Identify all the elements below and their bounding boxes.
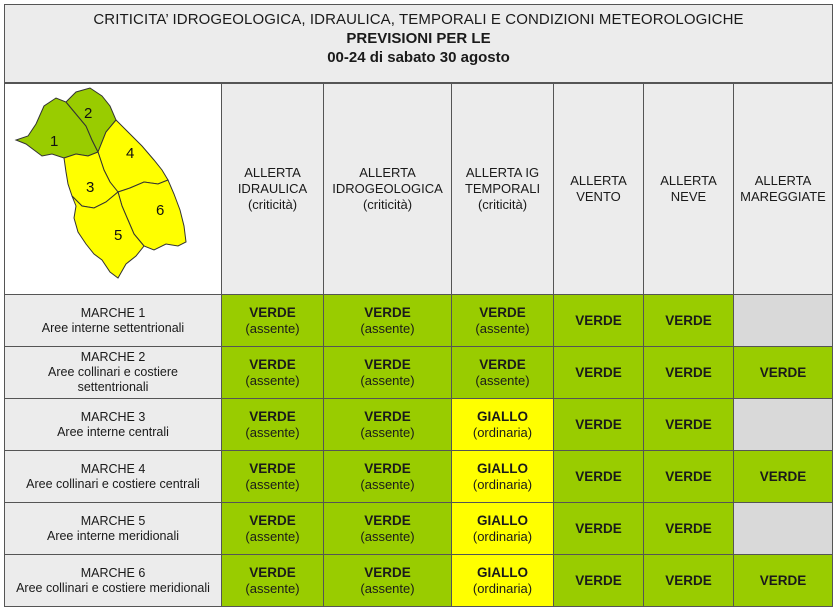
alert-cell xyxy=(452,399,554,451)
alert-cell xyxy=(222,555,324,607)
alert-level: VERDE xyxy=(575,468,622,484)
alert-cell xyxy=(554,295,644,347)
alert-cell xyxy=(324,503,452,555)
map-zone-5-label: 5 xyxy=(113,227,122,244)
alert-cell xyxy=(644,503,734,555)
zone-area: Aree collinari e costiere meridionali xyxy=(16,580,210,595)
header-row xyxy=(5,84,833,295)
map-zone-3-label: 3 xyxy=(85,179,94,196)
alert-cell xyxy=(324,451,452,503)
alert-level: VERDE xyxy=(249,564,296,580)
alert-cell xyxy=(554,451,644,503)
alert-status: (assente) xyxy=(245,528,300,544)
alert-cell xyxy=(554,399,644,451)
bulletin-title: CRITICITA’ IDROGEOLOGICA, IDRAULICA, TEMPORALI E CONDIZIONI METEOROLOGICHE xyxy=(93,11,744,28)
alert-level: GIALLO xyxy=(477,460,528,476)
zone-label xyxy=(5,451,222,503)
alert-cell xyxy=(734,295,833,347)
zone-label xyxy=(5,399,222,451)
alert-cell xyxy=(644,399,734,451)
alert-status: (assente) xyxy=(475,320,530,336)
alert-cell xyxy=(452,555,554,607)
alert-cell xyxy=(734,451,833,503)
alert-level: VERDE xyxy=(479,304,526,320)
alert-level: VERDE xyxy=(249,460,296,476)
alert-level: VERDE xyxy=(665,364,712,380)
zone-name: MARCHE 3 xyxy=(80,409,146,424)
col-header-vento: ALLERTA VENTO xyxy=(554,84,644,295)
alert-level: VERDE xyxy=(665,312,712,328)
alert-cell xyxy=(222,503,324,555)
zone-area: Aree interne settentrionali xyxy=(41,320,185,335)
alert-status: (ordinaria) xyxy=(472,580,533,596)
alert-cell xyxy=(452,347,554,399)
alert-cell xyxy=(554,347,644,399)
map-zone-4-label: 4 xyxy=(125,145,134,162)
alert-status: (assente) xyxy=(360,424,415,440)
alert-cell xyxy=(734,503,833,555)
alert-cell xyxy=(734,347,833,399)
alert-status: (assente) xyxy=(245,320,300,336)
zone-label xyxy=(5,503,222,555)
marche-map-icon xyxy=(6,84,221,290)
zone-map xyxy=(5,84,222,295)
alert-level: GIALLO xyxy=(477,512,528,528)
zone-name: MARCHE 4 xyxy=(80,461,146,476)
alert-level: VERDE xyxy=(575,572,622,588)
table-row xyxy=(5,555,833,607)
zone-name: MARCHE 5 xyxy=(80,513,146,528)
alert-cell xyxy=(644,347,734,399)
alert-status: (assente) xyxy=(360,320,415,336)
alert-level: VERDE xyxy=(249,512,296,528)
alert-table xyxy=(4,83,833,607)
zone-label xyxy=(5,295,222,347)
alert-status: (assente) xyxy=(475,372,530,388)
bulletin xyxy=(4,4,833,608)
alert-status: (assente) xyxy=(360,528,415,544)
alert-level: VERDE xyxy=(364,564,411,580)
zone-rows xyxy=(5,295,833,607)
alert-level: GIALLO xyxy=(477,408,528,424)
alert-cell xyxy=(734,399,833,451)
alert-status: (assente) xyxy=(245,476,300,492)
forecast-label: PREVISIONI PER LE xyxy=(346,30,491,47)
alert-level: VERDE xyxy=(575,416,622,432)
alert-cell xyxy=(734,555,833,607)
col-header-mareggiate: ALLERTA MAREGGIATE xyxy=(734,84,833,295)
alert-level: VERDE xyxy=(759,364,807,380)
col-header-temporali: ALLERTA IG TEMPORALI (criticità) xyxy=(452,84,554,295)
alert-level: VERDE xyxy=(575,312,622,328)
alert-status: (ordinaria) xyxy=(472,424,533,440)
alert-level: VERDE xyxy=(364,304,411,320)
alert-level: VERDE xyxy=(249,408,296,424)
alert-cell xyxy=(554,555,644,607)
alert-status: (assente) xyxy=(245,580,300,596)
col-header-idraulica: ALLERTA IDRAULICA (criticità) xyxy=(222,84,324,295)
table-row xyxy=(5,451,833,503)
alert-status: (assente) xyxy=(245,372,300,388)
alert-status: (ordinaria) xyxy=(472,476,533,492)
zone-name: MARCHE 1 xyxy=(80,305,146,320)
zone-name: MARCHE 2 xyxy=(80,350,146,364)
alert-cell xyxy=(222,347,324,399)
alert-cell xyxy=(644,451,734,503)
alert-level: VERDE xyxy=(364,356,411,372)
alert-cell xyxy=(644,555,734,607)
alert-cell xyxy=(324,295,452,347)
zone-area: Aree collinari e costiere settentrionali xyxy=(48,365,178,394)
alert-level: VERDE xyxy=(364,512,411,528)
alert-cell xyxy=(222,399,324,451)
col-header-neve: ALLERTA NEVE xyxy=(644,84,734,295)
alert-cell xyxy=(452,503,554,555)
zone-label xyxy=(5,555,222,607)
alert-cell xyxy=(324,399,452,451)
zone-label xyxy=(5,347,222,399)
alert-cell xyxy=(452,295,554,347)
table-row xyxy=(5,399,833,451)
alert-cell xyxy=(452,451,554,503)
alert-level: GIALLO xyxy=(477,564,528,580)
alert-level: VERDE xyxy=(575,520,622,536)
alert-level: VERDE xyxy=(665,468,712,484)
zone-area: Aree interne meridionali xyxy=(46,528,179,543)
bulletin-header xyxy=(4,4,833,83)
alert-level: VERDE xyxy=(665,520,712,536)
table-row xyxy=(5,503,833,555)
alert-cell xyxy=(222,295,324,347)
alert-cell xyxy=(222,451,324,503)
map-zone-6-label: 6 xyxy=(155,202,164,219)
alert-level: VERDE xyxy=(759,468,807,484)
table-row xyxy=(5,347,833,399)
alert-level: VERDE xyxy=(479,356,526,372)
alert-level: VERDE xyxy=(249,304,296,320)
alert-cell xyxy=(324,555,452,607)
alert-status: (assente) xyxy=(360,476,415,492)
alert-status: (assente) xyxy=(245,424,300,440)
alert-status: (assente) xyxy=(360,372,415,388)
map-zone-2-label: 2 xyxy=(83,105,92,122)
alert-status: (ordinaria) xyxy=(472,528,533,544)
map-zone-1-label: 1 xyxy=(49,133,58,150)
col-header-idrogeologica: ALLERTA IDROGEOLOGICA (criticità) xyxy=(324,84,452,295)
alert-level: VERDE xyxy=(575,364,622,380)
alert-level: VERDE xyxy=(759,572,807,588)
alert-cell xyxy=(324,347,452,399)
zone-area: Aree interne centrali xyxy=(57,424,169,439)
alert-status: (assente) xyxy=(360,580,415,596)
table-row xyxy=(5,295,833,347)
alert-cell xyxy=(554,503,644,555)
zone-name: MARCHE 6 xyxy=(80,565,146,580)
alert-cell xyxy=(644,295,734,347)
alert-level: VERDE xyxy=(249,356,296,372)
zone-area: Aree collinari e costiere centrali xyxy=(26,476,200,491)
alert-level: VERDE xyxy=(364,460,411,476)
forecast-date: 00-24 di sabato 30 agosto xyxy=(327,49,510,66)
alert-level: VERDE xyxy=(364,408,411,424)
alert-level: VERDE xyxy=(665,572,712,588)
alert-level: VERDE xyxy=(665,416,712,432)
